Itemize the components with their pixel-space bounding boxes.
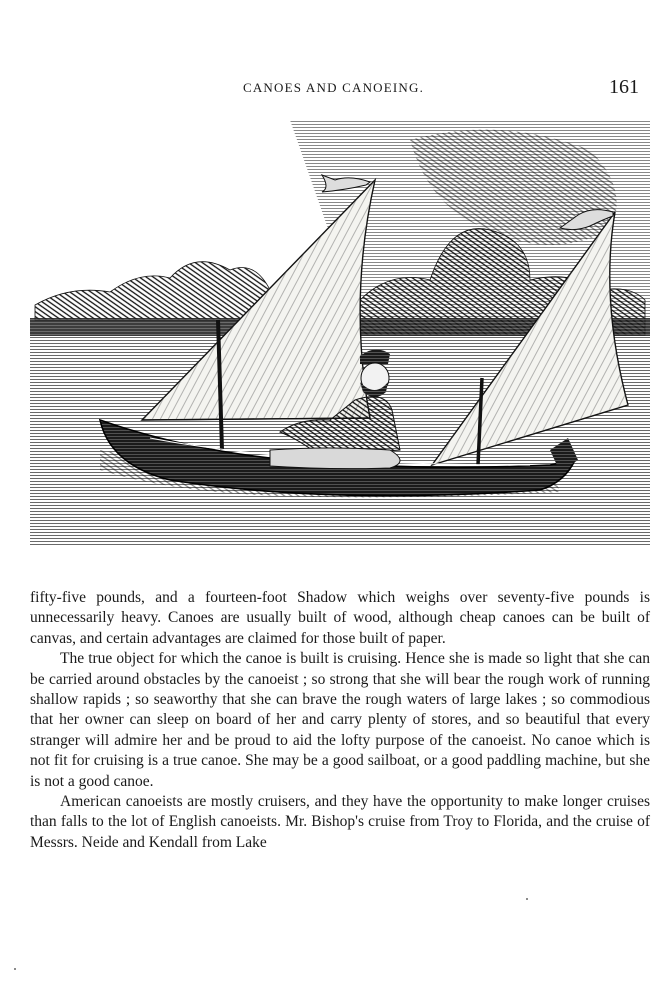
running-title: CANOES AND CANOEING.	[242, 80, 425, 95]
body-text	[30, 588, 650, 853]
sailing-canoe-engraving	[30, 120, 650, 570]
paragraph-1: fifty-five pounds, and a fourteen-foot Shadow which weighs over seventy-five pounds is unnecessarily heavy. Canoes are usually built of wood, although cheap canoes can be built of canvas, and certain advantages are claimed for those built of paper.	[30, 589, 650, 647]
page-number: 161	[609, 76, 639, 98]
paragraph-3: American canoeists are mostly cruisers, and they have the opportunity to make longer cruises than falls to the lot of English canoeists. Mr. Bishop's cruise from Troy to Florida, and the cruise of Messrs. Neide and Kendall from Lake	[30, 793, 650, 851]
paragraph-2: The true object for which the canoe is built is cruising. Hence she is made so light that she can be carried around obstacles by the canoeist ; so strong that she will bear the rough work of running shallow rapids ; so seaworthy that she can brave the rough waters of large lakes ; so commodious that her owner can sleep on board of her and carry plenty of stores, and so beautiful that every stranger will admire her and be proud to aid the lofty purpose of the canoeist. No canoe which is not fit for cruising is a true canoe. She may be a good sailboat, or a good paddling machine, but she is not a good canoe.	[30, 650, 650, 790]
paper-speck	[14, 968, 16, 970]
paper-speck	[526, 898, 528, 900]
